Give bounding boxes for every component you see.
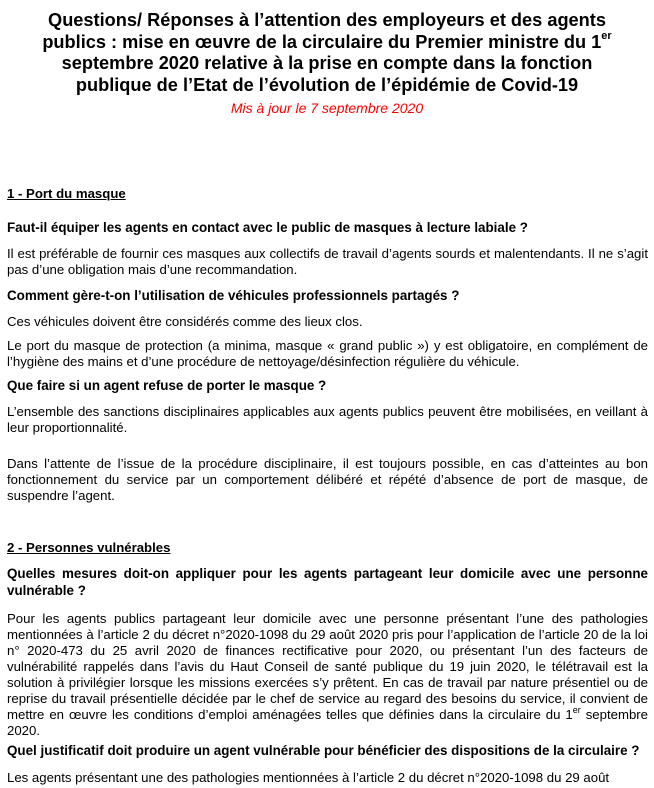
answer-block (7, 456, 648, 504)
answer-block (7, 314, 648, 330)
title-superscript: er (601, 30, 612, 43)
question-block (7, 287, 648, 304)
document-header (40, 10, 614, 117)
answer-block (7, 611, 648, 739)
question-block (7, 377, 648, 394)
section-heading: 1 - Port du masque (7, 186, 126, 201)
answer-block (7, 770, 648, 786)
answer-paragraph: L’ensemble des sanctions disciplinaires applicables aux agents publics peuvent être mobilisées, en veillant à leur proportionnalité. (7, 404, 648, 435)
answer-paragraph: Les agents présentant une des pathologies mentionnées à l’article 2 du décret n°2020-1098 du 29 août (7, 770, 610, 785)
answer-superscript: er (572, 704, 581, 715)
question-block (7, 219, 648, 236)
update-date: Mis à jour le 7 septembre 2020 (230, 100, 424, 116)
question: Quel justificatif doit produire un agent vulnérable pour bénéficier des dispositions de la circulaire ? (7, 743, 640, 758)
question-block (7, 742, 648, 759)
section-heading: 2 - Personnes vulnérables (7, 540, 171, 555)
section-1-heading-block (7, 186, 648, 202)
document-title: Questions/ Réponses à l’attention des employeurs et des agents publics : mise en œuvre de la circulaire du Premier ministre du 1er septembre 2020 relative à la prise en compte dans la fonction publique de l’Etat de l’évolution de l’épidémie de Covid-19 (42, 10, 612, 95)
answer-block (7, 404, 648, 436)
answer-paragraph: Il est préférable de fournir ces masques aux collectifs de travail d’agents sourds et malentendants. Il ne s’agit pas d’une obligation mais d’une recommandation. (7, 246, 648, 277)
answer-block (7, 338, 648, 370)
section-2-heading-block (7, 540, 648, 556)
question: Que faire si un agent refuse de porter le masque ? (7, 378, 327, 393)
question-block (7, 565, 648, 599)
question: Faut-il équiper les agents en contact avec le public de masques à lecture labiale ? (7, 220, 528, 235)
answer-block (7, 246, 648, 278)
question: Quelles mesures doit-on appliquer pour les agents partageant leur domicile avec une personne vulnérable ? (7, 566, 648, 598)
answer-paragraph: Le port du masque de protection (a minima, masque « grand public ») y est obligatoire, en complément de l’hygiène des mains et d’une procédure de nettoyage/désinfection régulière du véhicule. (7, 338, 648, 369)
answer-paragraph: Dans l’attente de l’issue de la procédure disciplinaire, il est toujours possible, en cas d’atteintes au bon fonctionnement du service par un comportement délibéré et répété d’absence de port de masque, de suspendre l’agent. (7, 456, 648, 503)
question: Comment gère-t-on l’utilisation de véhicules professionnels partagés ? (7, 288, 460, 303)
answer-paragraph: Ces véhicules doivent être considérés comme des lieux clos. (7, 314, 363, 329)
answer-paragraph: Pour les agents publics partageant leur domicile avec une personne présentant l’une des pathologies mentionnées à l’article 2 du décret n°2020-1098 du 29 août 2020 pris pour l’application de l’article 20 de la loi n° 2020-473 du 25 avril 2020 de finances rectificative pour 2020, ou présentant l’un des facteurs de vulnérabilité rappelés dans l’avis du Haut Conseil de santé publique du 19 juin 2020, le télétravail est la solution à privilégier lorsque les missions exercées s’y prêtent. En cas de travail par nature présentiel ou de reprise du travail présentielle décidée par le chef de service au regard des besoins du service, il convient de mettre en œuvre les conditions d’emploi aménagées telles que définies dans la circulaire du 1er septembre 2020. (7, 611, 648, 738)
